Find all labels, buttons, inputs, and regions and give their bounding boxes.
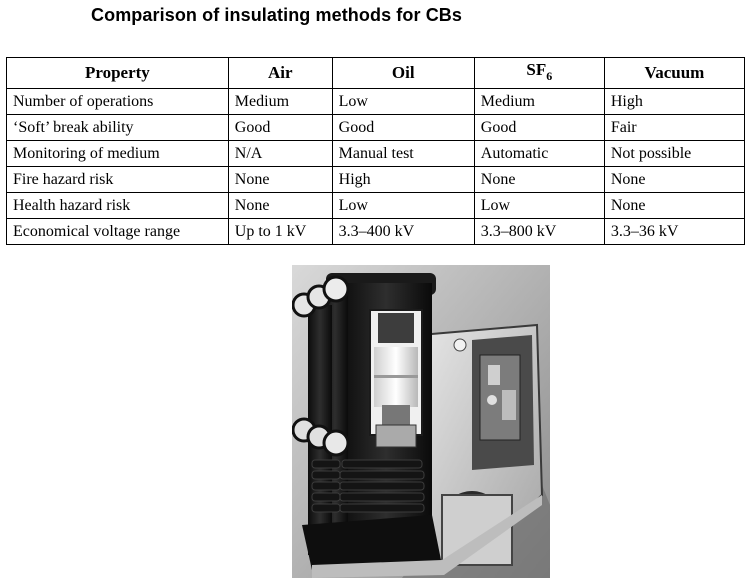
table-row: [7, 141, 745, 167]
header-property: Property: [7, 58, 229, 89]
header-oil: Oil: [332, 58, 474, 89]
header-sf6-subscript: 6: [546, 69, 553, 83]
table-cell: None: [474, 167, 604, 193]
table-cell: None: [604, 167, 744, 193]
table-cell: Health hazard risk: [7, 193, 229, 219]
circuit-breaker-photo: [292, 265, 550, 578]
table-cell: Good: [332, 115, 474, 141]
table-cell: None: [228, 167, 332, 193]
header-vacuum: Vacuum: [604, 58, 744, 89]
table-header-row: [7, 58, 745, 89]
table-cell: Medium: [474, 89, 604, 115]
table-cell: None: [604, 193, 744, 219]
table-cell: High: [332, 167, 474, 193]
table-cell: Medium: [228, 89, 332, 115]
table-cell: None: [228, 193, 332, 219]
table-cell: 3.3–36 kV: [604, 219, 744, 245]
table-cell: High: [604, 89, 744, 115]
table-cell: 3.3–400 kV: [332, 219, 474, 245]
table-cell: Up to 1 kV: [228, 219, 332, 245]
header-air: Air: [228, 58, 332, 89]
table-cell: Automatic: [474, 141, 604, 167]
header-sf6-label: SF: [526, 60, 547, 79]
table-row: [7, 167, 745, 193]
comparison-table: [6, 57, 745, 245]
table-cell: Good: [228, 115, 332, 141]
table-cell: Low: [474, 193, 604, 219]
table-cell: Low: [332, 89, 474, 115]
page-title: Comparison of insulating methods for CBs: [91, 5, 463, 25]
table-cell: Not possible: [604, 141, 744, 167]
table-cell: Number of operations: [7, 89, 229, 115]
table-cell: Economical voltage range: [7, 219, 229, 245]
header-sf6: [474, 58, 604, 89]
table-cell: ‘Soft’ break ability: [7, 115, 229, 141]
table-cell: Monitoring of medium: [7, 141, 229, 167]
table-row: [7, 219, 745, 245]
table-cell: Fair: [604, 115, 744, 141]
table-row: [7, 115, 745, 141]
table-row: [7, 193, 745, 219]
table-row: [7, 89, 745, 115]
table-cell: N/A: [228, 141, 332, 167]
table-cell: 3.3–800 kV: [474, 219, 604, 245]
table-cell: Good: [474, 115, 604, 141]
table-cell: Manual test: [332, 141, 474, 167]
table-cell: Low: [332, 193, 474, 219]
table-cell: Fire hazard risk: [7, 167, 229, 193]
